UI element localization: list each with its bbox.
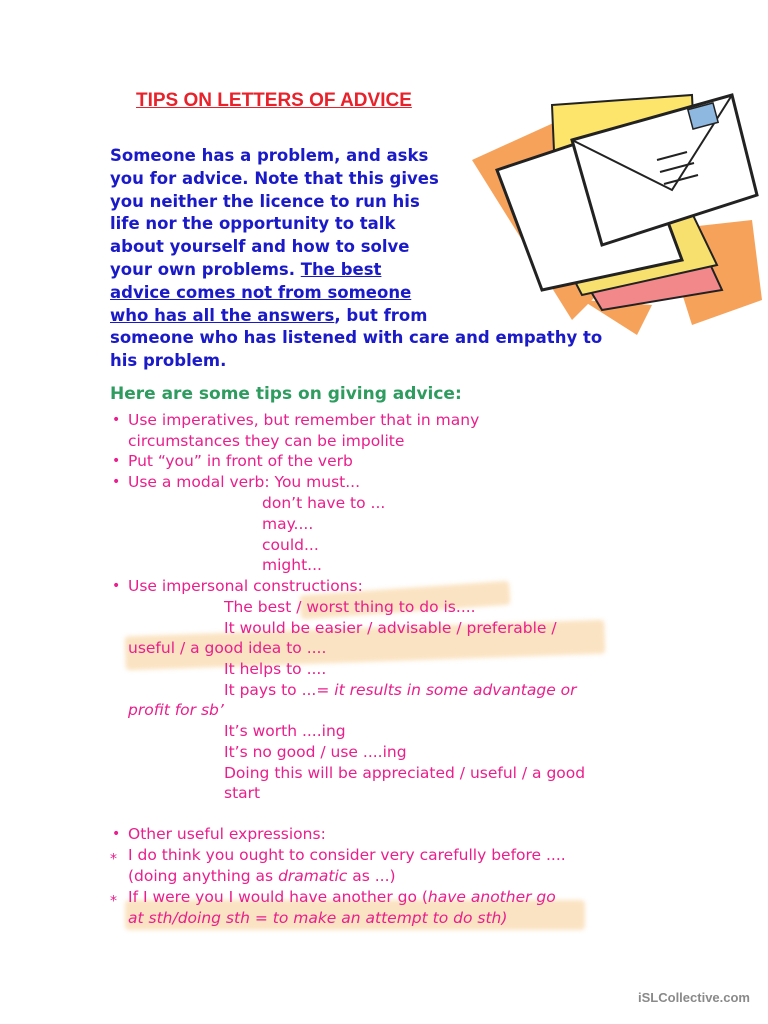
intro-line: his problem. xyxy=(110,351,227,371)
modal-example: may.... xyxy=(262,515,314,533)
intro-text: , but from xyxy=(334,305,428,325)
intro-paragraph xyxy=(110,145,650,373)
expression-text: (doing anything as xyxy=(128,867,279,885)
construction-example: It would be easier / advisable / preferable / xyxy=(224,619,557,637)
construction-example-continued: useful / a good idea to .... xyxy=(128,639,327,657)
intro-underlined-text: The best xyxy=(300,259,382,279)
construction-meaning-continued: profit for sb’ xyxy=(128,701,224,719)
bullet-star: ⁎ xyxy=(110,889,117,905)
construction-example: It’s worth ....ing xyxy=(224,722,346,740)
construction-example: It helps to .... xyxy=(224,660,327,678)
intro-underlined-line: advice comes not from someone xyxy=(110,282,412,302)
bullet-dot: • xyxy=(112,412,121,428)
tip-item: Other useful expressions: xyxy=(128,825,326,843)
tip-item: Use a modal verb: You must... xyxy=(128,473,361,491)
intro-underlined-text: who has all the answers xyxy=(110,305,335,325)
intro-line: life nor the opportunity to talk xyxy=(110,214,396,234)
bullet-dot: • xyxy=(112,826,121,842)
intro-line: someone who has listened with care and empathy to xyxy=(110,328,603,348)
intro-line: about yourself and how to solve xyxy=(110,237,410,257)
bullet-dot: • xyxy=(112,474,121,490)
intro-line xyxy=(110,259,650,282)
expression-item-continued: at sth/doing sth = to make an attempt to do sth) xyxy=(128,909,508,927)
construction-text: It pays to ...= xyxy=(224,681,335,699)
intro-line xyxy=(110,305,650,328)
construction-example: The best / worst thing to do is.... xyxy=(224,598,476,616)
footer-watermark: iSLCollective.com xyxy=(638,990,750,1005)
construction-example-continued: start xyxy=(224,784,261,802)
expression-item-continued xyxy=(128,866,396,886)
modal-example: could... xyxy=(262,536,319,554)
construction-example xyxy=(224,680,577,700)
bullet-dot: • xyxy=(112,578,121,594)
expression-item xyxy=(128,887,556,907)
intro-line: you for advice. Note that this gives xyxy=(110,168,439,188)
intro-text: your own problems. xyxy=(110,259,301,279)
tips-heading: Here are some tips on giving advice: xyxy=(110,384,462,404)
tip-item: Use impersonal constructions: xyxy=(128,577,363,595)
modal-example: might... xyxy=(262,556,322,574)
intro-line: you neither the licence to run his xyxy=(110,191,420,211)
expression-text: If I were you I would have another go ( xyxy=(128,888,428,906)
tip-item-continued: circumstances they can be impolite xyxy=(128,432,405,450)
expression-italic: dramatic xyxy=(278,867,348,885)
page-title: TIPS ON LETTERS OF ADVICE xyxy=(136,90,412,111)
construction-meaning: it results in some advantage or xyxy=(334,681,577,699)
tip-item: Use imperatives, but remember that in many xyxy=(128,411,480,429)
bullet-dot: • xyxy=(112,453,121,469)
bullet-star: ⁎ xyxy=(110,847,117,863)
intro-line: Someone has a problem, and asks xyxy=(110,146,429,165)
construction-example: It’s no good / use ....ing xyxy=(224,743,407,761)
expression-italic: have another go xyxy=(427,888,556,906)
expression-text: as ...) xyxy=(347,867,396,885)
modal-example: don’t have to ... xyxy=(262,494,386,512)
expression-item: I do think you ought to consider very carefully before .... xyxy=(128,846,566,864)
construction-example: Doing this will be appreciated / useful / a good xyxy=(224,764,586,782)
tip-item: Put “you” in front of the verb xyxy=(128,452,353,470)
